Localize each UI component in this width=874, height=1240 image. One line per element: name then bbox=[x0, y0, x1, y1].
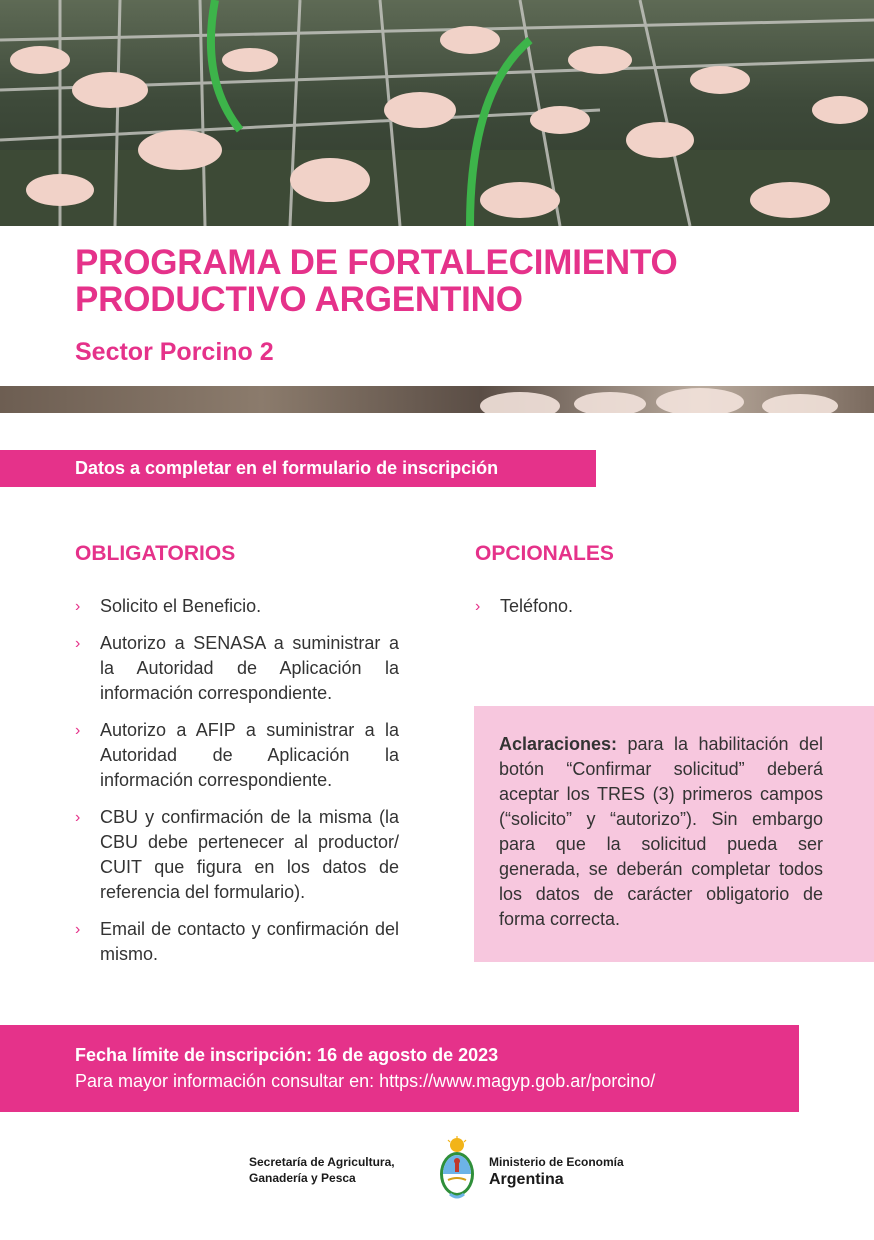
list-item bbox=[75, 917, 399, 967]
list-item bbox=[475, 594, 795, 619]
deadline-band bbox=[0, 1025, 799, 1112]
info-link-text[interactable]: Para mayor información consultar en: https://www.magyp.gob.ar/porcino/ bbox=[75, 1071, 656, 1091]
deadline-text: Fecha límite de inscripción: 16 de agosto de 2023 bbox=[75, 1045, 499, 1065]
secretaria-logo-text bbox=[249, 1154, 395, 1186]
chevron-right-icon: › bbox=[75, 722, 81, 739]
list-item-text: Autorizo a SENASA a suministrar a la Autoridad de Aplicación la información correspondiente. bbox=[100, 633, 399, 703]
ministerio-logo-text bbox=[489, 1154, 624, 1190]
chevron-right-icon: › bbox=[75, 809, 81, 826]
obligatorios-list bbox=[75, 594, 399, 979]
photo-strip bbox=[0, 386, 874, 413]
chevron-right-icon: › bbox=[75, 598, 81, 615]
title-line-2: PRODUCTIVO ARGENTINO bbox=[75, 280, 523, 319]
opcionales-list bbox=[475, 594, 795, 631]
aclaraciones-text bbox=[499, 732, 823, 932]
aclaraciones-box bbox=[474, 706, 874, 962]
opcionales-heading: OPCIONALES bbox=[475, 542, 614, 565]
list-item-text: Solicito el Beneficio. bbox=[100, 596, 262, 616]
argentina-coat-of-arms-icon bbox=[436, 1136, 478, 1200]
chevron-right-icon: › bbox=[475, 598, 481, 615]
list-item bbox=[75, 718, 399, 793]
list-item bbox=[75, 594, 399, 619]
program-title bbox=[75, 244, 775, 318]
aclaraciones-label: Aclaraciones: bbox=[499, 734, 618, 754]
list-item-text: Teléfono. bbox=[500, 596, 574, 616]
list-item-text: Autorizo a AFIP a suministrar a la Autoridad de Aplicación la información correspondiente. bbox=[100, 720, 399, 790]
title-line-1: PROGRAMA DE FORTALECIMIENTO bbox=[75, 243, 678, 282]
secretaria-line-2: Ganadería y Pesca bbox=[249, 1171, 356, 1185]
aclaraciones-body: para la habilitación del botón “Confirmar solicitud” deberá aceptar los TRES (3) primeros campos (“solicito” y “autorizo”). Sin embargo para que la solicitud pueda ser generada, se deberán completar todos los datos de carácter obligatorio de forma correcta. bbox=[499, 734, 823, 929]
ministerio-line-2: Argentina bbox=[489, 1171, 564, 1188]
section-bar-label: Datos a completar en el formulario de inscripción bbox=[75, 458, 499, 478]
list-item-text: CBU y confirmación de la misma (la CBU debe pertenecer al productor/ CUIT que figura en los datos de referencia del formulario). bbox=[100, 807, 399, 902]
pig-strip-illustration bbox=[0, 386, 874, 413]
list-item bbox=[75, 631, 399, 706]
program-subtitle: Sector Porcino 2 bbox=[75, 338, 274, 366]
list-item bbox=[75, 805, 399, 905]
ministerio-line-1: Ministerio de Economía bbox=[489, 1155, 624, 1169]
chevron-right-icon: › bbox=[75, 921, 81, 938]
pig-farm-illustration bbox=[0, 0, 874, 226]
list-item-text: Email de contacto y confirmación del mismo. bbox=[100, 919, 399, 964]
hero-photo bbox=[0, 0, 874, 226]
section-bar bbox=[0, 450, 596, 487]
chevron-right-icon: › bbox=[75, 635, 81, 652]
obligatorios-heading: OBLIGATORIOS bbox=[75, 542, 236, 565]
secretaria-line-1: Secretaría de Agricultura, bbox=[249, 1155, 395, 1169]
